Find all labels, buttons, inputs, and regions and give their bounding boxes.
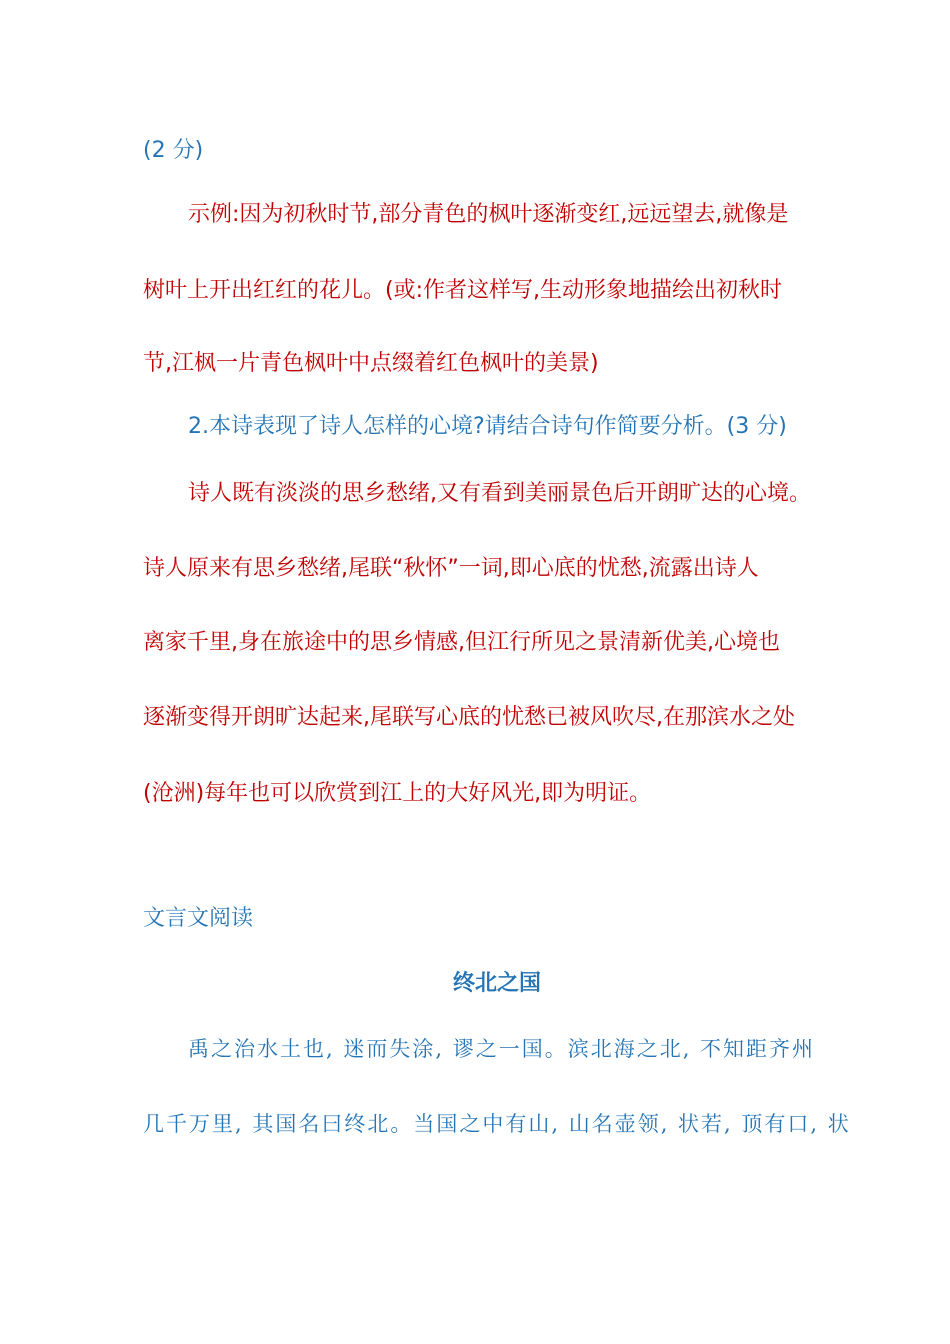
question-2: 2.本诗表现了诗人怎样的心境?请结合诗句作简要分析。(3 分) [188,414,787,439]
answer2-line-3: 离家千里,身在旅途中的思乡情感,但江行所见之景清新优美,心境也 [143,630,780,655]
passage-title: 终北之国 [452,971,541,996]
score-note: (2 分) [143,138,204,163]
passage-line-2: 几千万里, 其国名曰终北。当国之中有山, 山名壶领, 状若, 顶有口, 状 [143,1112,851,1136]
answer2-line-4: 逐渐变得开朗旷达起来,尾联写心底的忧愁已被风吹尽,在那滨水之处 [143,705,795,730]
section-heading: 文言文阅读 [143,906,254,931]
answer1-line-1: 示例:因为初秋时节,部分青色的枫叶逐渐变红,远远望去,就像是 [188,202,789,227]
answer2-line-5: (沧洲)每年也可以欣赏到江上的大好风光,即为明证。 [143,781,652,806]
answer2-line-2: 诗人原来有思乡愁绪,尾联“秋怀”一词,即心底的忧愁,流露出诗人 [143,556,759,581]
passage-line-1: 禹之治水土也, 迷而失涂, 谬之一国。滨北海之北, 不知距齐州 [188,1037,816,1061]
answer2-line-1: 诗人既有淡淡的思乡愁绪,又有看到美丽景色后开朗旷达的心境。 [188,481,811,506]
answer1-line-2: 树叶上开出红红的花儿。(或:作者这样写,生动形象地描绘出初秋时 [143,278,782,303]
answer1-line-3: 节,江枫一片青色枫叶中点缀着红色枫叶的美景) [143,351,599,376]
